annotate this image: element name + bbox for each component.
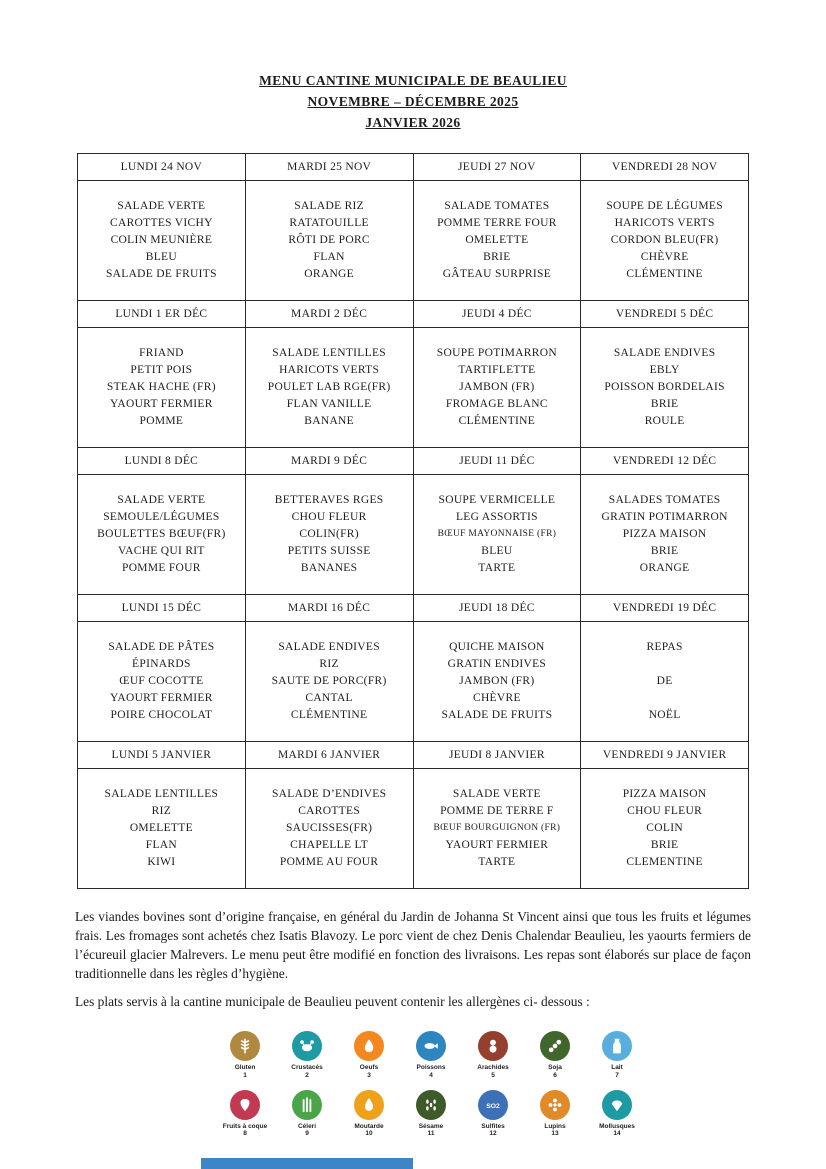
allergen-number: 13 — [551, 1130, 559, 1137]
day-header: MARDI 9 DÉC — [245, 448, 413, 475]
menu-item: OMELETTE — [465, 234, 529, 246]
menu-item: FROMAGE BLANC — [445, 398, 548, 410]
day-header: JEUDI 8 JANVIER — [413, 742, 581, 769]
menu-item: SALADE TOMATES — [444, 200, 550, 212]
menu-item: TARTIFLETTE — [458, 364, 536, 376]
menu-cell — [78, 328, 246, 448]
menu-item: SALADE DE FRUITS — [105, 268, 217, 280]
allergen-number: 1 — [243, 1071, 247, 1079]
allergen-item — [469, 1031, 517, 1080]
menu-cell — [581, 181, 749, 301]
allergen-label: Lait — [611, 1064, 623, 1071]
menu-item: CHÈVRE — [640, 251, 689, 263]
menu-item: CHOU FLEUR — [627, 805, 703, 817]
menu-item: SEMOULE/LÉGUMES — [103, 511, 220, 523]
menu-item: CANTAL — [305, 692, 353, 704]
menu-item: CLÉMENTINE — [626, 268, 703, 280]
menu-item: YAOURT FERMIER — [110, 398, 213, 410]
lupin-icon — [540, 1090, 570, 1120]
provenance-paragraph: Les viandes bovines sont d’origine française, en général du Jardin de Johanna St Vincent ainsi que tous les fruits et légumes frais. Les fromages sont achetés chez Isatis Blavozy. Le porc vient de chez Denis Chalendar Beaulieu, les yaourts fermiers de l’écureuil glacier Malrevers. Le menu peut être modifié en fonction des livraisons. Les repas sont élaborés sur place de façon traditionnelle dans les règles d’hygiène. — [75, 909, 751, 981]
allergen-number: 10 — [365, 1130, 373, 1137]
allergen-number: 12 — [489, 1130, 497, 1137]
page-title-line-2: NOVEMBRE – DÉCEMBRE 2025 — [307, 94, 519, 109]
menu-item: RÔTI DE PORC — [288, 234, 370, 246]
menu-item: REPAS — [646, 641, 683, 653]
menu-item: FLAN — [313, 251, 345, 263]
menu-cell — [78, 769, 246, 889]
menu-item: CLÉMENTINE — [290, 709, 368, 721]
allergen-number: 11 — [427, 1130, 435, 1137]
allergen-label: Céleri — [297, 1122, 317, 1130]
allergen-number: 4 — [429, 1071, 433, 1079]
soy-icon — [540, 1031, 570, 1061]
menu-item: SALADE VERTE — [117, 494, 206, 506]
menu-cell — [413, 769, 581, 889]
menu-item: BRIE — [483, 251, 511, 263]
menu-cell — [581, 622, 749, 742]
milk-bottle-icon — [602, 1031, 632, 1061]
page-title-line-1: MENU CANTINE MUNICIPALE DE BEAULIEU — [259, 73, 567, 88]
menu-item: PIZZA MAISON — [622, 528, 707, 540]
allergen-number: 8 — [243, 1130, 247, 1137]
menu-item: HARICOTS VERTS — [614, 217, 715, 229]
menu-item: STEAK HACHE (FR) — [106, 381, 216, 393]
allergen-label: Arachides — [477, 1064, 509, 1071]
allergen-item — [221, 1031, 269, 1080]
allergen-number: 14 — [613, 1130, 621, 1137]
menu-cell — [78, 622, 246, 742]
menu-item: CHAPELLE LT — [290, 839, 369, 851]
allergen-note: Les plats servis à la cantine municipale de Beaulieu peuvent contenir les allergènes ci- dessous : — [75, 994, 590, 1009]
menu-item: SALADE LENTILLES — [272, 347, 386, 359]
menu-item: POIRE CHOCOLAT — [110, 709, 213, 721]
menu-item: POMME — [139, 415, 184, 427]
menu-table — [77, 153, 749, 889]
menu-item: SALADE DE PÂTES — [108, 641, 215, 653]
allergen-label: Soja — [548, 1064, 562, 1071]
allergen-label: Moutarde — [354, 1122, 384, 1130]
allergen-item — [531, 1090, 579, 1139]
menu-item: SOUPE POTIMARRON — [436, 347, 557, 359]
menu-cell — [245, 622, 413, 742]
menu-item: BETTERAVES RGES — [274, 494, 384, 506]
menu-item: SALADE LENTILLES — [104, 788, 219, 800]
menu-item: JAMBON (FR) — [459, 675, 535, 687]
menu-item: FLAN VANILLE — [286, 398, 372, 410]
allergen-number: 9 — [305, 1130, 309, 1137]
menu-item: ROULE — [644, 415, 685, 427]
menu-item: SALADE RIZ — [294, 200, 364, 212]
allergen-number: 7 — [615, 1071, 619, 1079]
menu-item: YAOURT FERMIER — [445, 839, 549, 851]
allergen-label: Oeufs — [359, 1064, 379, 1071]
day-header: LUNDI 8 DÉC — [78, 448, 246, 475]
menu-item: BRIE — [650, 398, 679, 410]
menu-cell — [581, 475, 749, 595]
celery-icon — [292, 1090, 322, 1120]
svg-text:SO2: SO2 — [486, 1102, 500, 1110]
menu-item: POMME DE TERRE F — [440, 805, 554, 817]
menu-item: SALADES TOMATES — [608, 494, 721, 506]
day-header: JEUDI 27 NOV — [413, 154, 581, 181]
menu-item: SALADE VERTE — [452, 788, 541, 800]
allergen-grid — [221, 1031, 635, 1138]
allergen-item — [345, 1031, 393, 1080]
allergen-number: 6 — [553, 1071, 557, 1079]
menu-item: SOUPE VERMICELLE — [438, 494, 556, 506]
menu-item: CLÉMENTINE — [458, 415, 536, 427]
day-header: VENDREDI 9 JANVIER — [581, 742, 749, 769]
menu-item: CORDON BLEU(FR) — [610, 234, 719, 246]
allergen-label: Mollusques — [599, 1122, 635, 1130]
crab-icon — [292, 1031, 322, 1061]
menu-item: RIZ — [319, 658, 339, 670]
menu-item: PIZZA MAISON — [622, 788, 707, 800]
allergen-number: 3 — [367, 1071, 371, 1079]
day-header: LUNDI 24 NOV — [78, 154, 246, 181]
week-menu-row — [78, 475, 749, 595]
allergen-label: Sulfites — [481, 1122, 505, 1130]
day-header: MARDI 16 DÉC — [245, 595, 413, 622]
week-menu-row — [78, 181, 749, 301]
week-menu-row — [78, 769, 749, 889]
week-header-row — [78, 742, 749, 769]
shell-icon — [602, 1090, 632, 1120]
menu-item — [583, 690, 746, 707]
menu-cell — [245, 181, 413, 301]
peanut-icon — [478, 1031, 508, 1061]
menu-item: POMME TERRE FOUR — [437, 217, 557, 229]
menu-item: RATATOUILLE — [289, 217, 369, 229]
menu-item: ORANGE — [304, 268, 354, 280]
menu-item: GRATIN ENDIVES — [447, 658, 547, 670]
allergen-item — [593, 1031, 641, 1080]
mustard-icon — [354, 1090, 384, 1120]
day-header: LUNDI 5 JANVIER — [78, 742, 246, 769]
menu-cell — [245, 475, 413, 595]
menu-item: SAUCISSES(FR) — [285, 822, 373, 834]
menu-item: BRIE — [650, 545, 679, 557]
allergen-item — [531, 1031, 579, 1080]
allergen-label: Crustacés — [291, 1064, 323, 1071]
day-header: JEUDI 18 DÉC — [413, 595, 581, 622]
menu-item: BRIE — [650, 839, 679, 851]
page-title-line-3: JANVIER 2026 — [365, 115, 461, 130]
menu-item: COLIN MEUNIÈRE — [110, 234, 213, 246]
menu-item: GÂTEAU SURPRISE — [442, 268, 552, 280]
menu-item: ŒUF COCOTTE — [119, 675, 204, 687]
allergen-label: Poissons — [416, 1064, 446, 1071]
menu-item: TARTE — [478, 856, 516, 868]
menu-item: CHOU FLEUR — [291, 511, 367, 523]
menu-item: FRIAND — [139, 347, 184, 359]
menu-cell — [245, 769, 413, 889]
menu-item: LEG ASSORTIS — [455, 511, 538, 523]
menu-item: CAROTTES VICHY — [110, 217, 213, 229]
page-title — [0, 70, 826, 133]
menu-item: COLIN(FR) — [299, 528, 359, 540]
day-header: MARDI 6 JANVIER — [245, 742, 413, 769]
menu-item: BŒUF MAYONNAISE (FR) — [437, 529, 557, 539]
menu-item: POULET LAB RGE(FR) — [267, 381, 391, 393]
menu-item: HARICOTS VERTS — [279, 364, 380, 376]
menu-cell — [413, 328, 581, 448]
menu-item: CHÈVRE — [472, 692, 521, 704]
menu-item: POISSON BORDELAIS — [604, 381, 725, 393]
menu-item: SAUTE DE PORC(FR) — [271, 675, 387, 687]
menu-item: NOËL — [648, 709, 681, 721]
menu-item: CLEMENTINE — [626, 856, 703, 868]
menu-cell — [581, 328, 749, 448]
nut-icon — [230, 1090, 260, 1120]
egg-icon — [354, 1031, 384, 1061]
fish-icon — [416, 1031, 446, 1061]
day-header: LUNDI 1 ER DÉC — [78, 301, 246, 328]
menu-item: QUICHE MAISON — [449, 641, 545, 653]
sesame-icon — [416, 1090, 446, 1120]
menu-item: CAROTTES — [298, 805, 361, 817]
menu-cell — [413, 181, 581, 301]
menu-item: VACHE QUI RIT — [118, 545, 205, 557]
day-header: VENDREDI 19 DÉC — [581, 595, 749, 622]
menu-item: SALADE VERTE — [117, 200, 206, 212]
menu-item: SALADE ENDIVES — [278, 641, 380, 653]
week-header-row — [78, 595, 749, 622]
menu-item: BLEU — [481, 545, 513, 557]
page-bottom-bar — [201, 1158, 413, 1169]
menu-item: COLIN — [646, 822, 683, 834]
day-header: MARDI 25 NOV — [245, 154, 413, 181]
menu-item: TARTE — [478, 562, 516, 574]
day-header: MARDI 2 DÉC — [245, 301, 413, 328]
allergen-item — [407, 1031, 455, 1080]
allergen-label: Sésame — [418, 1122, 444, 1130]
allergen-number: 5 — [491, 1071, 495, 1079]
day-header: LUNDI 15 DÉC — [78, 595, 246, 622]
menu-item: SALADE D’ENDIVES — [271, 788, 387, 800]
menu-item: ORANGE — [639, 562, 690, 574]
menu-item: RIZ — [151, 805, 172, 817]
allergen-label: Gluten — [234, 1064, 256, 1071]
menu-item: KIWI — [147, 856, 176, 868]
menu-item: SOUPE DE LÉGUMES — [606, 200, 723, 212]
allergen-number: 2 — [305, 1071, 309, 1079]
menu-item: DE — [656, 675, 673, 687]
menu-item: BLEU — [145, 251, 177, 263]
allergen-item — [407, 1090, 455, 1139]
day-header: JEUDI 4 DÉC — [413, 301, 581, 328]
menu-item: BŒUF BOURGUIGNON (FR) — [433, 823, 561, 833]
menu-item: FLAN — [145, 839, 177, 851]
allergen-item — [469, 1090, 517, 1139]
day-header: VENDREDI 5 DÉC — [581, 301, 749, 328]
menu-cell — [78, 181, 246, 301]
allergen-item — [283, 1031, 331, 1080]
sulfites-icon — [478, 1090, 508, 1120]
day-header: JEUDI 11 DÉC — [413, 448, 581, 475]
menu-item: SALADE ENDIVES — [613, 347, 716, 359]
menu-cell — [78, 475, 246, 595]
menu-item: BANANE — [304, 415, 354, 427]
allergen-item — [345, 1090, 393, 1139]
menu-item: PETIT POIS — [130, 364, 193, 376]
menu-item: ÉPINARDS — [132, 658, 191, 670]
menu-item: POMME FOUR — [122, 562, 201, 574]
menu-item: SALADE DE FRUITS — [441, 709, 553, 721]
menu-cell — [413, 475, 581, 595]
week-header-row — [78, 448, 749, 475]
menu-item: POMME AU FOUR — [279, 856, 379, 868]
menu-table-body — [78, 154, 749, 889]
menu-item: BANANES — [300, 562, 358, 574]
menu-item: GRATIN POTIMARRON — [601, 511, 728, 523]
menu-item: BOULETTES BŒUF(FR) — [97, 528, 226, 540]
allergen-item — [221, 1090, 269, 1139]
menu-item: YAOURT FERMIER — [110, 692, 213, 704]
menu-cell — [245, 328, 413, 448]
allergen-item — [283, 1090, 331, 1139]
allergen-label: Fruits à coque — [222, 1122, 268, 1130]
day-header: VENDREDI 12 DÉC — [581, 448, 749, 475]
week-header-row — [78, 301, 749, 328]
allergen-item — [593, 1090, 641, 1139]
allergen-label: Lupins — [544, 1122, 566, 1130]
menu-item: EBLY — [649, 364, 680, 376]
menu-cell — [581, 769, 749, 889]
day-header: VENDREDI 28 NOV — [581, 154, 749, 181]
wheat-icon — [230, 1031, 260, 1061]
menu-item: JAMBON (FR) — [459, 381, 535, 393]
week-menu-row — [78, 328, 749, 448]
week-menu-row — [78, 622, 749, 742]
week-header-row — [78, 154, 749, 181]
menu-cell — [413, 622, 581, 742]
menu-item: PETITS SUISSE — [287, 545, 371, 557]
menu-item — [583, 656, 746, 673]
menu-item: OMELETTE — [129, 822, 193, 834]
